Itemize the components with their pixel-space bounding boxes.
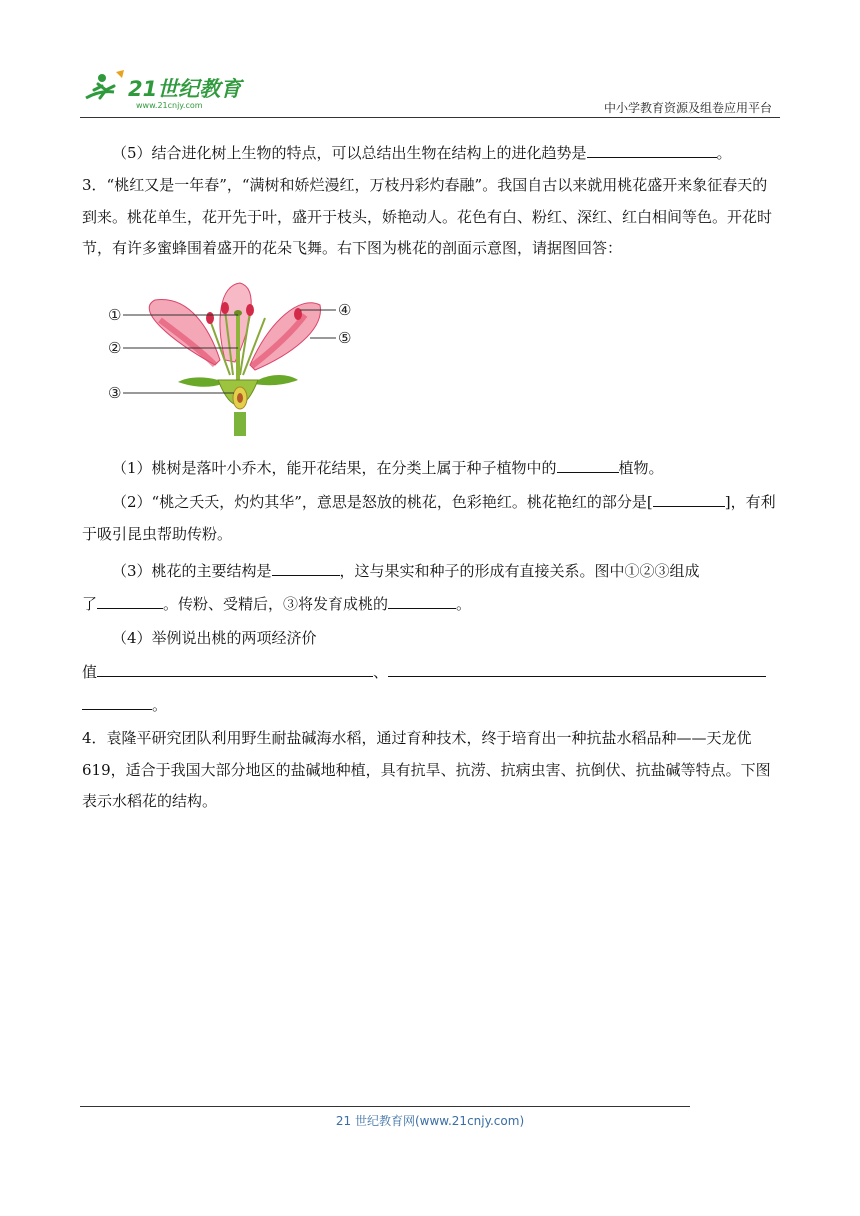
- answer-blank[interactable]: [388, 658, 766, 677]
- q4-intro: 4．袁隆平研究团队利用野生耐盐碱海水稻，通过育种技术，终于培育出一种抗盐水稻品种——天龙优 619，适合于我国大部分地区的盐碱地种植，具有抗旱、抗涝、抗病虫害、抗倒伏、抗盐碱等特点。下图表示水稻花的结构。: [82, 729, 771, 810]
- q-prev-item5: （5）结合进化树上生物的特点，可以总结出生物在结构上的进化趋势是 。: [82, 138, 776, 170]
- q3-sub3-line2: 了 。传粉、受精后，③将发育成桃的 。: [82, 589, 776, 621]
- figure-label-4: ④: [338, 301, 352, 319]
- q3-sub2: （2）“桃之夭夭，灼灼其华”，意思是怒放的桃花，色彩艳红。桃花艳红的部分是[ ]，有利于吸引昆虫帮助传粉。: [82, 487, 776, 550]
- footer-divider: [80, 1106, 690, 1107]
- site-logo: [80, 68, 250, 112]
- answer-blank[interactable]: [653, 488, 725, 507]
- figure-label-3: ③: [108, 384, 122, 402]
- q3-sub4-line3: 。: [82, 690, 776, 722]
- q3-sub4-line1: （4）举例说出桃的两项经济价: [112, 629, 317, 647]
- peach-flower-diagram: [100, 280, 370, 440]
- q3-sub4-line2: 值 、: [82, 657, 776, 689]
- header-platform-text: 中小学教育资源及组卷应用平台: [603, 101, 772, 115]
- answer-blank[interactable]: [388, 590, 456, 609]
- q3-sub1: （1）桃树是落叶小乔木，能开花结果，在分类上属于种子植物中的 植物。: [82, 453, 776, 485]
- answer-blank[interactable]: [97, 590, 163, 609]
- answer-blank[interactable]: [97, 658, 373, 677]
- answer-blank[interactable]: [82, 691, 152, 710]
- figure-label-2: ②: [108, 339, 122, 357]
- answer-blank[interactable]: [587, 139, 717, 158]
- logo-url: www.21cnjy.com: [136, 101, 203, 110]
- header-divider: [80, 117, 780, 118]
- figure-label-5: ⑤: [338, 329, 352, 347]
- footer-text: 21 世纪教育网(www.21cnjy.com): [335, 1114, 525, 1128]
- runner-icon: [86, 70, 124, 98]
- figure-label-1: ①: [108, 306, 122, 324]
- answer-blank[interactable]: [557, 454, 619, 473]
- q3-intro: 3．“桃红又是一年春”，“满树和娇烂漫红，万枝丹彩灼春融”。我国自古以来就用桃花盛开来象征春天的到来。桃花单生，花开先于叶，盛开于枝头，娇艳动人。花色有白、粉红、深红、红白相间等色。开花时节，有许多蜜蜂围着盛开的花朵飞舞。右下图为桃花的剖面示意图，请据图回答：: [82, 176, 773, 257]
- q3-sub3-line1: （3）桃花的主要结构是 ，这与果实和种子的形成有直接关系。图中①②③组成: [82, 556, 776, 588]
- logo-text: 21世纪教育: [128, 77, 242, 101]
- answer-blank[interactable]: [272, 557, 340, 576]
